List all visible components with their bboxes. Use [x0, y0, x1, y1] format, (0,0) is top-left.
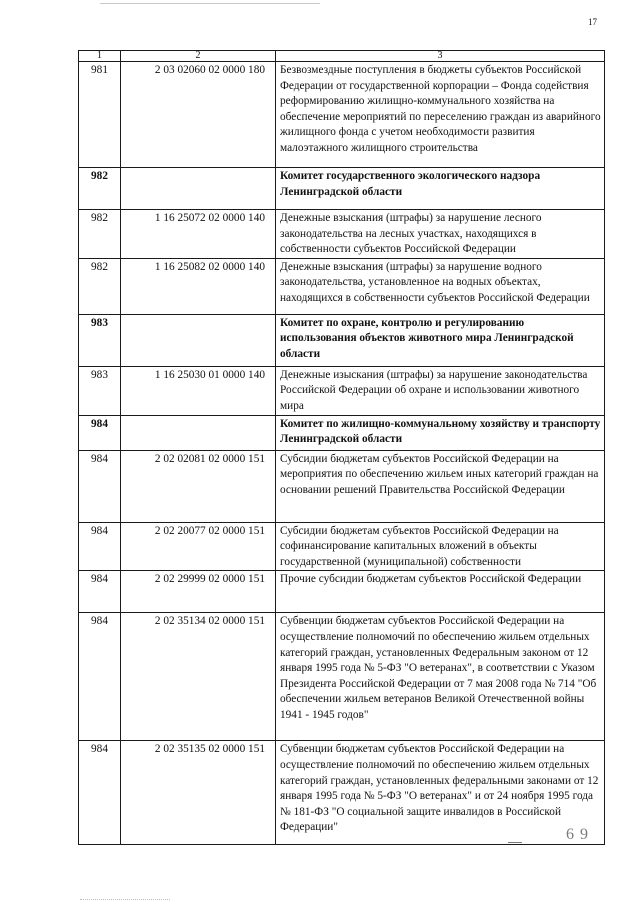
row-kbk-cell: 2 03 02060 02 0000 180 [121, 62, 276, 168]
row-code-cell: 984 [79, 450, 121, 522]
row-description-cell: Прочие субсидии бюджетам субъектов Российской Федерации [276, 571, 605, 613]
row-code-cell: 984 [79, 571, 121, 613]
row-code-cell: 984 [79, 741, 121, 845]
row-kbk-cell [121, 415, 276, 450]
table-row [79, 571, 605, 613]
row-code-cell: 981 [79, 62, 121, 168]
table-section-row [79, 168, 605, 210]
revenue-codes-table [78, 50, 605, 845]
row-description-cell: Комитет по охране, контролю и регулированию использования объектов животного мира Ленинградской области [276, 314, 605, 366]
row-description-cell: Комитет государственного экологического надзора Ленинградской области [276, 168, 605, 210]
row-kbk-cell [121, 314, 276, 366]
row-code-cell: 982 [79, 258, 121, 314]
table-row [79, 258, 605, 314]
table-section-row [79, 415, 605, 450]
header-col-3: 3 [276, 51, 605, 62]
table-row [79, 62, 605, 168]
row-kbk-cell: 2 02 20077 02 0000 151 [121, 522, 276, 571]
page-number: 17 [588, 17, 597, 27]
table-header-row [79, 51, 605, 62]
row-code-cell: 983 [79, 366, 121, 415]
row-description-cell: Денежные взыскания (штрафы) за нарушение лесного законодательства на лесных участках, находящихся в собственности субъектов Российской Федерации [276, 210, 605, 259]
table-row [79, 522, 605, 571]
table-row [79, 450, 605, 522]
row-description-cell: Субвенции бюджетам субъектов Российской Федерации на осуществление полномочий по обеспечению жильем отдельных категорий граждан, установленных Федеральным законом от 12 января 1995 года № 5-ФЗ "О ветеранах", в соответствии с Указом Президента Российской Федерации от 7 мая 2008 года № 714 "Об обеспечении жильем ветеранов Великой Отечественной войны 1941 - 1945 годов" [276, 613, 605, 741]
table-row [79, 741, 605, 845]
header-col-2: 2 [121, 51, 276, 62]
row-description-cell: Денежные взыскания (штрафы) за нарушение водного законодательства, установленное на водных объектах, находящихся в собственности субъектов Российской Федерации [276, 258, 605, 314]
row-description-cell: Субвенции бюджетам субъектов Российской Федерации на осуществление полномочий по обеспечению жильем отдельных категорий граждан, установленных федеральными законами от 12 января 1995 года № 5-ФЗ "О ветеранах" и от 24 ноября 1995 года № 181-ФЗ "О социальной защите инвалидов в Российской Федерации" [276, 741, 605, 845]
row-kbk-cell: 1 16 25072 02 0000 140 [121, 210, 276, 259]
row-code-cell: 984 [79, 415, 121, 450]
row-code-cell: 982 [79, 210, 121, 259]
row-description-cell: Денежные изыскания (штрафы) за нарушение законодательства Российской Федерации об охране и использовании животного мира [276, 366, 605, 415]
row-code-cell: 983 [79, 314, 121, 366]
row-kbk-cell: 1 16 25082 02 0000 140 [121, 258, 276, 314]
row-description-cell: Комитет по жилищно-коммунальному хозяйству и транспорту Ленинградской области [276, 415, 605, 450]
row-description-cell: Безвозмездные поступления в бюджеты субъектов Российской Федерации от государственной корпорации – Фонда содействия реформированию жилищно-коммунального хозяйства на обеспечение мероприятий по переселению граждан из аварийного жилищного фонда с учетом необходимости развития малоэтажного жилищного строительства [276, 62, 605, 168]
row-code-cell: 982 [79, 168, 121, 210]
stamp-dash [508, 842, 522, 843]
table-row [79, 210, 605, 259]
table-row [79, 366, 605, 415]
row-code-cell: 984 [79, 522, 121, 571]
page-stamp: 6 9 [566, 826, 589, 843]
row-kbk-cell: 2 02 02081 02 0000 151 [121, 450, 276, 522]
table-row [79, 613, 605, 741]
row-kbk-cell: 1 16 25030 01 0000 140 [121, 366, 276, 415]
row-description-cell: Субсидии бюджетам субъектов Российской Федерации на софинансирование капитальных вложений в объекты государственной (муниципальной) собственности [276, 522, 605, 571]
row-code-cell: 984 [79, 613, 121, 741]
row-description-cell: Субсидии бюджетам субъектов Российской Федерации на мероприятия по обеспечению жильем иных категорий граждан на основании решений Правительства Российской Федерации [276, 450, 605, 522]
bottom-rule [80, 899, 170, 900]
header-col-1: 1 [79, 51, 121, 62]
row-kbk-cell [121, 168, 276, 210]
row-kbk-cell: 2 02 29999 02 0000 151 [121, 571, 276, 613]
row-kbk-cell: 2 02 35134 02 0000 151 [121, 613, 276, 741]
table-section-row [79, 314, 605, 366]
top-rule [100, 3, 320, 4]
row-kbk-cell: 2 02 35135 02 0000 151 [121, 741, 276, 845]
